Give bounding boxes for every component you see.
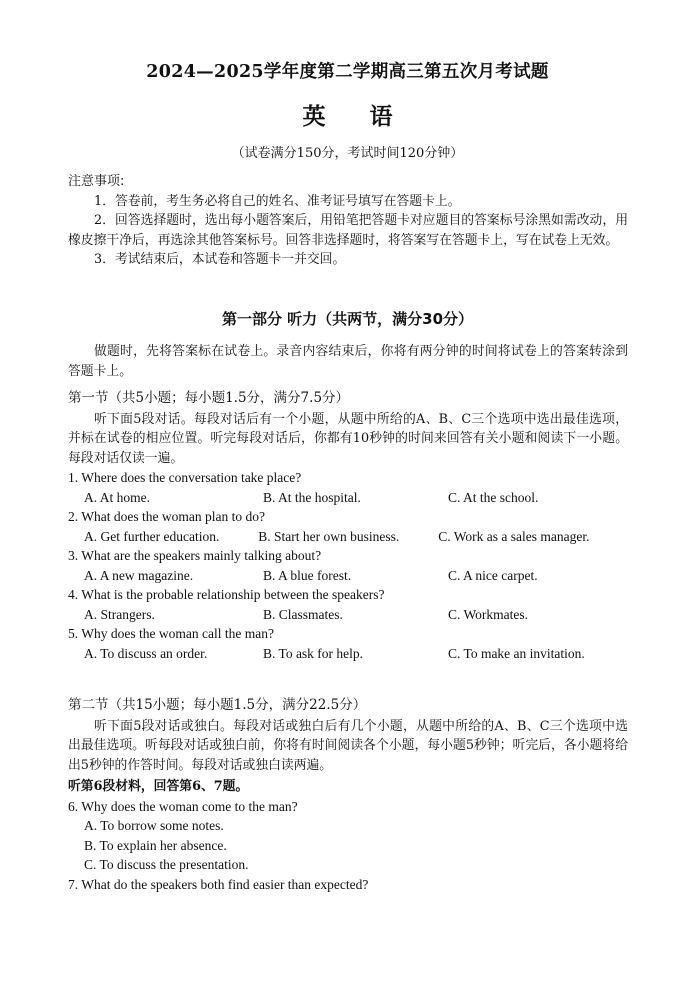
question-1-options (68, 488, 628, 508)
question-4-stem: 4. What is the probable relationship between the speakers? (68, 587, 385, 602)
q3-option-b: B. A blue forest. (263, 567, 352, 583)
section2-instructions: 听下面5段对话或独白。每段对话或独白后有几个小题，从题中所给的A、B、C三个选项中选出最佳选项。听每段对话或独白前，你将有时间阅读各个小题，每小题5秒钟；听完后，各小题将给出5秒钟的作答时间。每段对话或独白读两遍。 (68, 718, 628, 773)
question-1-stem: 1. Where does the conversation take place? (68, 470, 302, 485)
q6-option-a: A. To borrow some notes. (84, 818, 224, 833)
question-6-stem: 6. Why does the woman come to the man? (68, 798, 298, 814)
q1-option-b: B. At the hospital. (263, 489, 361, 505)
part1-intro-text: 做题时，先将答案标在试卷上。录音内容结束后，你将有两分钟的时间将试卷上的答案转涂到答题卡上。 (68, 344, 628, 379)
subject-heading (0, 98, 695, 131)
q5-option-c: C. To make an invitation. (448, 645, 585, 661)
q5-option-a: A. To discuss an order. (84, 645, 208, 661)
q1-option-c: C. At the school. (448, 489, 539, 505)
q2-option-c: C. Work as a sales manager. (438, 528, 590, 544)
question-3-stem: 3. What are the speakers mainly talking about? (68, 548, 322, 563)
section1-block (68, 389, 628, 663)
question-4-options (68, 605, 628, 625)
exam-info: （试卷满分150分，考试时间120分钟） (231, 146, 464, 161)
note-item-3: 3．考试结束后，本试卷和答题卡一并交回。 (94, 252, 346, 267)
notes-title: 注意事项: (68, 174, 125, 189)
subject-char-2: 语 (369, 103, 393, 130)
part1-title: 第一部分 听力（共两节，满分30分） (221, 310, 474, 328)
exam-title: 2024—2025学年度第二学期高三第五次月考试题 (146, 62, 549, 82)
question-3-options (68, 566, 628, 586)
q6-option-b: B. To explain her absence. (84, 837, 227, 853)
question-5-stem: 5. Why does the woman call the man? (68, 626, 274, 641)
section1-title: 第一节（共5小题；每小题1.5分，满分7.5分） (68, 390, 350, 406)
notes-block (68, 172, 628, 270)
q3-option-c: C. A nice carpet. (448, 567, 538, 583)
q6-option-c: C. To discuss the presentation. (84, 857, 249, 872)
q2-option-b: B. Start her own business. (258, 528, 400, 544)
section2-title: 第二节（共15小题；每小题1.5分，满分22.5分） (68, 697, 367, 713)
question-2-options (68, 527, 628, 547)
q2-option-a: A. Get further education. (84, 528, 220, 544)
q3-option-a: A. A new magazine. (84, 567, 194, 583)
q5-option-b: B. To ask for help. (263, 645, 364, 661)
question-5-options (68, 644, 628, 664)
subject-char-1: 英 (302, 103, 326, 130)
material-label: 听第6段材料，回答第6、7题。 (68, 779, 249, 794)
q4-option-b: B. Classmates. (263, 606, 343, 622)
q1-option-a: A. At home. (84, 489, 150, 505)
section1-instructions: 听下面5段对话。每段对话后有一个小题，从题中所给的A、B、C三个选项中选出最佳选项，并标在试卷的相应位置。听完每段对话后，你都有10秒钟的时间来回答有关小题和阅读下一小题。每段对话仅读一遍。 (68, 411, 628, 466)
question-7-stem: 7. What do the speakers both find easier than expected? (68, 876, 369, 892)
note-item-1: 1．答卷前，考生务必将自己的姓名、准考证号填写在答题卡上。 (94, 193, 461, 209)
q4-option-c: C. Workmates. (448, 606, 529, 622)
q4-option-a: A. Strangers. (84, 606, 155, 622)
note-item-2: 2．回答选择题时，选出每小题答案后，用铅笔把答题卡对应题目的答案标号涂黑如需改动，用橡皮擦干净后，再选涂其他答案标号。回答非选择题时，将答案写在答题卡上，写在试卷上无效。 (68, 213, 628, 248)
part1-intro (68, 342, 628, 381)
section2-block (68, 696, 628, 894)
question-2-stem: 2. What does the woman plan to do? (68, 509, 265, 524)
